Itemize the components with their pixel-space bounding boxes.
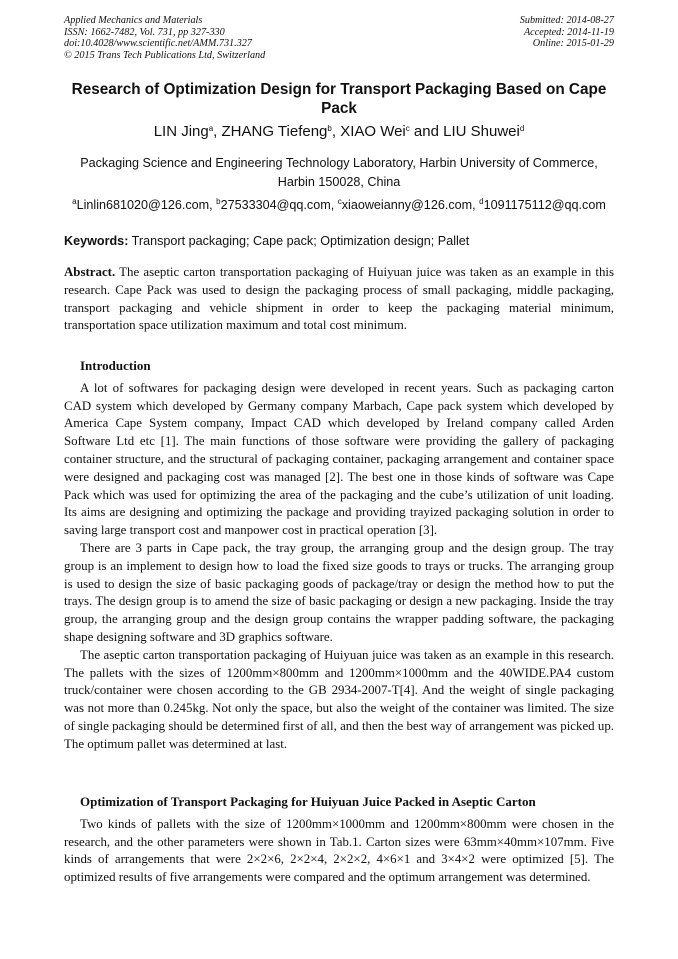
submitted-date: Submitted: 2014-08-27 [519,15,614,26]
paper-title: Research of Optimization Design for Transport Packaging Based on Cape Pack [71,81,607,117]
email: $^d$1091175112@qq.com [479,197,606,212]
copyright: © 2015 Trans Tech Publications Ltd, Switzerland [64,49,266,61]
email: $^a$Linlin681020@126.com, [72,197,217,212]
author: ZHANG Tiefeng$^b$, [221,123,341,140]
journal-info [64,15,265,61]
paragraph: There are 3 parts in Cape pack, the tray group, the arranging group and the design group. The tray group is an implement to design how to load the fixed size goods to trays or trucks. The arranging group is used to design the size of basic packaging goods of package/tray or design the method how to put the trays. The design group is to amend the size of basic packaging or design a new packaging. Inside the tray group, the arranging group and the design group contains the wrapper padding software, the packaging shape designing software and 3D graphics software. [64,540,614,644]
keywords-text: Transport packaging; Cape pack; Optimization design; Pallet [128,234,470,248]
emails [64,197,614,212]
affiliation [64,154,614,191]
email: $^b$27533304@qq.com, [216,197,338,212]
section-heading: Introduction [80,358,151,373]
section-introduction [64,357,614,754]
section-heading: Optimization of Transport Packaging for Huiyuan Juice Packed in Aseptic Carton [80,794,536,809]
keywords [64,234,614,248]
author: LIN Jing$^a$, [153,123,222,140]
accepted-date: Accepted: 2014-11-19 [523,26,614,38]
paragraph: Two kinds of pallets with the size of 1200mm×1000mm and 1200mm×800mm were chosen in the research, and the other parameters were shown in Tab.1. Carton sizes were 63mm×40mm×107mm. Five kinds of arrangements that were 2×2×6, 2×2×4, 2×2×2, 4×6×1 and 3×4×2 were optimized [5]. The optimized results of five arrangements were compared and the optimum arrangement was determined. [64,816,614,885]
dates [520,15,614,50]
email: $^c$xiaoweianny@126.com, [337,197,480,212]
online-date: Online: 2015-01-29 [532,38,614,50]
section-optimization [64,793,614,887]
affiliation-line: Harbin 150028, China [277,174,401,189]
doi: doi:10.4028/www.scientific.net/AMM.731.327 [64,38,252,50]
affiliation-line: Packaging Science and Engineering Technology Laboratory, Harbin University of Commerce, [80,156,598,170]
paragraph: A lot of softwares for packaging design were developed in recent years. Such as packaging carton CAD system which developed by Germany company Marbach, Cape pack system which developed by America Cape System company, Impact CAD which developed by Ireland company called Arden Software Ltd etc [1]. The main functions of those software were providing the gallery of packaging container structure, and the structural of packaging container, packaging arrangement and container space were designed and packaging cost was managed [2]. The best one in those kinds of software was Cape Pack which was used for optimizing the area of the packaging and the cube’s utilization of unit loading. Its aims are designing and optimizing the package and providing trayized packaging solution in order to saving large transport cost and manpower cost in practical operation [3]. [64,380,614,538]
keywords-label: Keywords: [64,234,129,248]
author: XIAO Wei$^c$ and [340,123,444,140]
abstract-label: Abstract. [64,265,116,279]
journal-name: Applied Mechanics and Materials [64,15,203,26]
abstract [64,264,614,335]
author: LIU Shuwei$^d$ [443,123,525,140]
authors [64,123,614,140]
abstract-text: The aseptic carton transportation packaging of Huiyuan juice was taken as an example in this research. Cape Pack was used to design the packaging process of small packaging, middle packaging, transport packaging and vehicle shipment in order to keep the packaging material minimum, transportation space utilization maximum and total cost minimum. [64,265,614,333]
issn: ISSN: 1662-7482, Vol. 731, pp 327-330 [64,26,225,38]
paragraph: The aseptic carton transportation packaging of Huiyuan juice was taken as an example in this research. The pallets with the sizes of 1200mm×800mm and 1200mm×1000mm and the 40WIDE.PA4 custom truck/container were chosen according to the GB 2934-2007-T[4]. And the weight of single packaging was not more than 0.245kg. Not only the space, but also the weight of the container was limited. The size of single packaging should be determined first of all, and then the best way of arrangement was picked up. The optimum pallet was determined at last. [64,647,614,751]
